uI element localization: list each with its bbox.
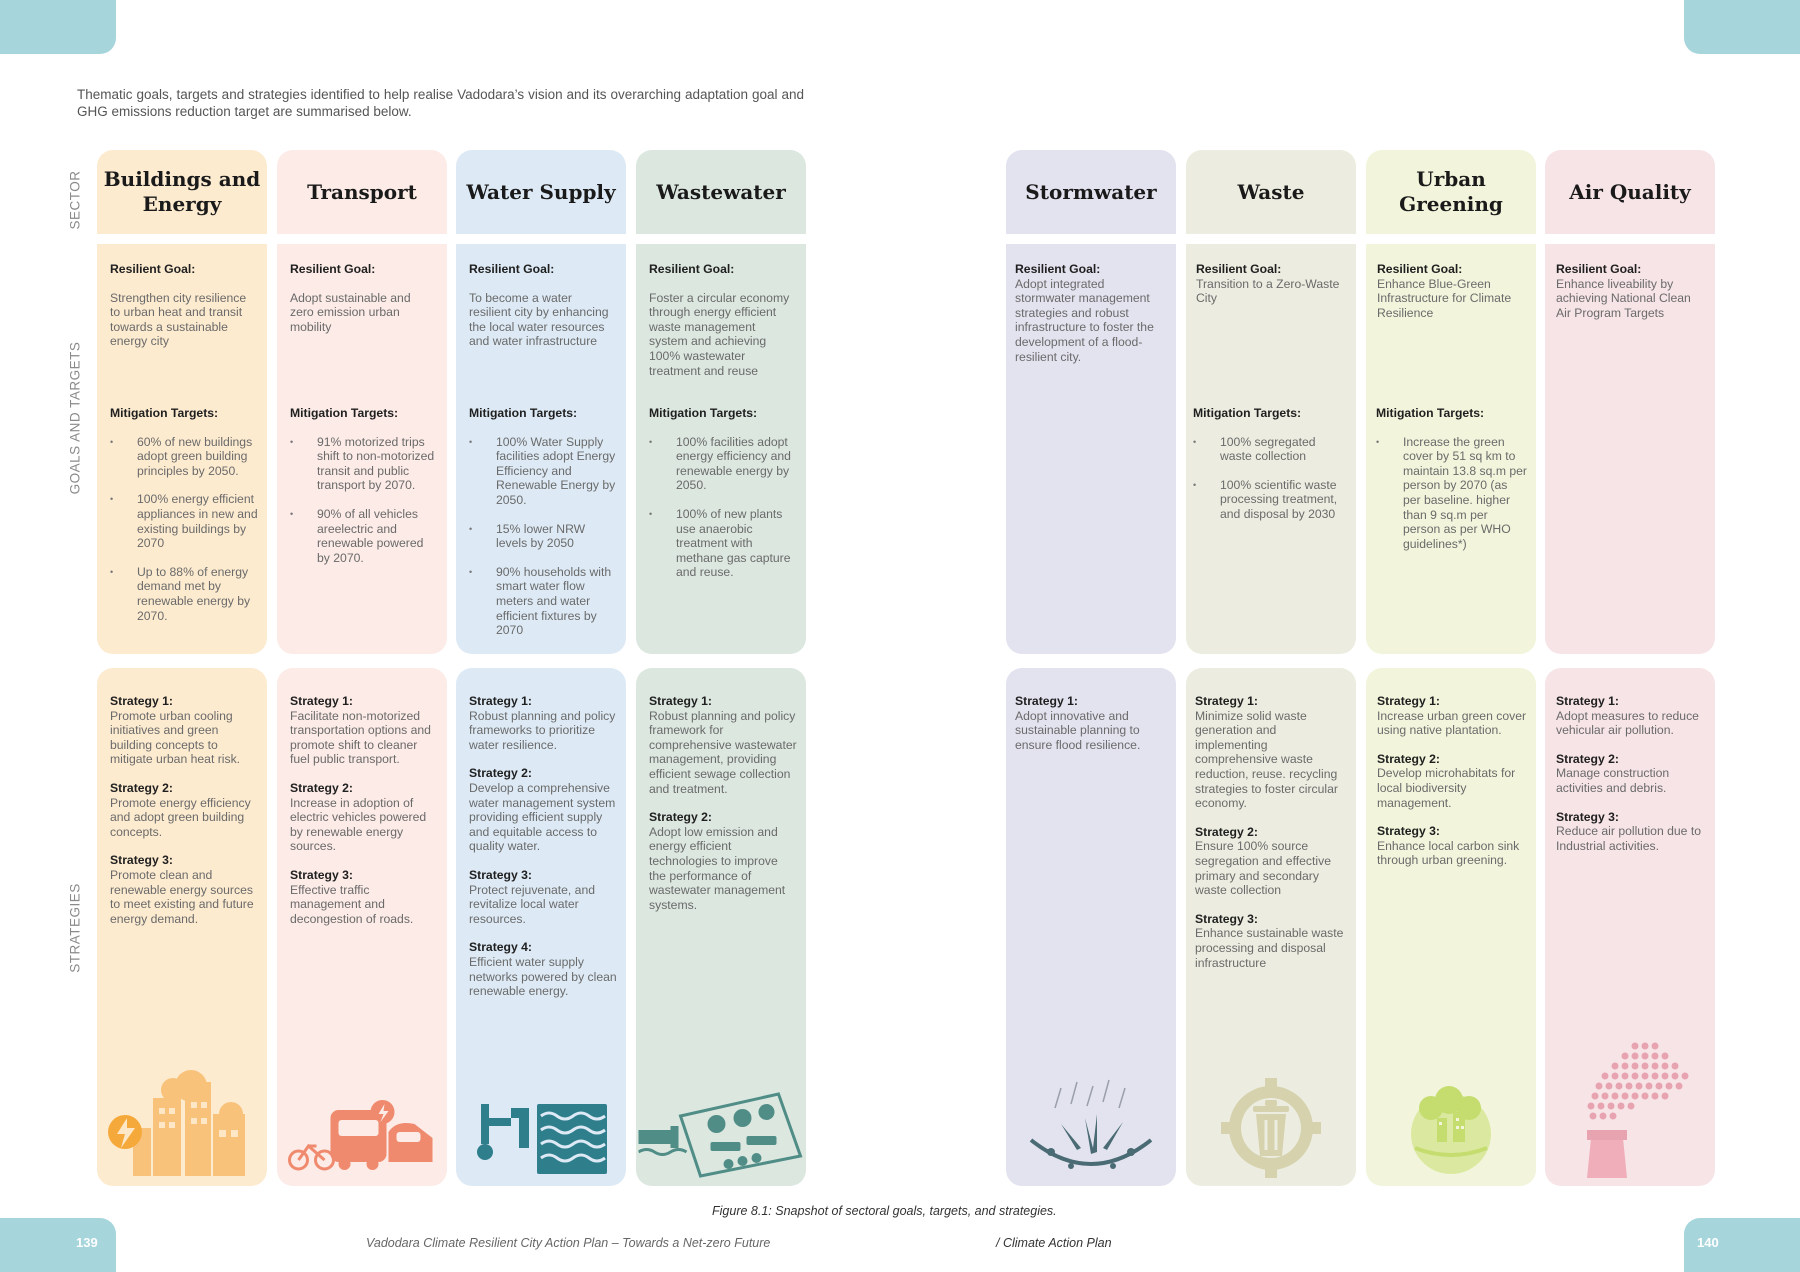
mitigation-targets-label: Mitigation Targets: (110, 406, 219, 420)
strategy-item: Strategy 2: Develop microhabitats for local biodiversity management. (1377, 751, 1516, 810)
mitigation-targets-label: Mitigation Targets: (1376, 406, 1485, 420)
strategy-item: Strategy 3: Effective traffic management and decongestion of roads. (290, 867, 414, 926)
target-item: • 100% scientific waste processing treatment, and disposal by 2030 (1193, 478, 1348, 522)
goals-panel (1006, 244, 1176, 654)
target-item: • 90% households with smart water flow meters and water efficient fixtures by 2070 (469, 565, 618, 638)
mitigation-targets-label: Mitigation Targets: (649, 406, 758, 420)
wastewater-illustration (639, 1086, 804, 1178)
resilient-goal-text: Enhance liveability by achieving National Clean Air Program Targets (1556, 276, 1691, 320)
strategy-item: Strategy 1: Facilitate non-motorized transportation options and promote shift to cleaner fuel public transport. (290, 694, 431, 767)
mitigation-targets (649, 406, 798, 594)
strategy-item: Strategy 2: Ensure 100% source segregation and effective primary and secondary waste collection (1195, 824, 1331, 898)
intro-paragraph: Thematic goals, targets and strategies identified to help realise Vadodara’s vision and its overarching adaptation goal and GHG emissions reduction target are summarised below. (77, 87, 804, 119)
target-item: • 100% of new plants use anaerobic treatment with methane gas capture and reuse. (649, 507, 798, 580)
strategy-item: Strategy 2: Adopt low emission and energy efficient technologies to improve the performance of wastewater management systems. (649, 810, 786, 912)
target-item: • Increase the green cover by 51 sq km to maintain 13.8 sq.m per person by 2070 (as per baseline. higher than 9 sq.m per person as per WHO guidelines*) (1376, 435, 1528, 552)
goals-panel (277, 244, 447, 654)
strategies-panel (1545, 668, 1715, 1186)
strategy-item: Strategy 3: Enhance sustainable waste processing and disposal infrastructure (1195, 911, 1344, 970)
goals-panel (1545, 244, 1715, 654)
row-label-strategies: STRATEGIES (67, 883, 83, 973)
resilient-goal-text: Adopt sustainable and zero emission urban mobility (290, 290, 411, 334)
corner-tab-top-right (1684, 0, 1800, 54)
goals-panel (1366, 244, 1536, 654)
buildings-energy-illustration (107, 1068, 257, 1178)
strategy-item: Strategy 1: Promote urban cooling initiatives and green building concepts to mitigate urban heat risk. (110, 694, 241, 767)
strategies-panel (456, 668, 626, 1186)
strategy-item: Strategy 2: Promote energy efficiency and adopt green building concepts. (110, 780, 251, 839)
strategy-item: Strategy 1: Adopt innovative and sustainable planning to ensure flood resilience. (1015, 694, 1141, 752)
mitigation-targets (290, 406, 439, 579)
goals-panel (1186, 244, 1356, 654)
sector-header: Stormwater (1006, 150, 1176, 234)
target-item: • 100% energy efficient appliances in new and existing buildings by 2070 (110, 492, 259, 550)
mitigation-targets (469, 406, 618, 652)
resilient-goal-label: Resilient Goal: (110, 262, 196, 276)
strategy-item: Strategy 3: Reduce air pollution due to Industrial activities. (1556, 809, 1701, 853)
row-label-goals: GOALS AND TARGETS (67, 341, 83, 495)
resilient-goal-text: Transition to a Zero-Waste City (1196, 276, 1340, 306)
strategies-panel (1186, 668, 1356, 1186)
goals-panel (456, 244, 626, 654)
strategies-panel (1006, 668, 1176, 1186)
target-item: • 15% lower NRW levels by 2050 (469, 522, 618, 551)
resilient-goal-text: To become a water resilient city by enhancing the local water resources and water infrastructure (469, 290, 609, 349)
urban-greening-illustration (1401, 1078, 1501, 1178)
target-item: • 90% of all vehicles areelectric and renewable powered by 2070. (290, 507, 439, 565)
air-quality-illustration (1565, 1038, 1695, 1178)
figure-caption: Figure 8.1: Snapshot of sectoral goals, targets, and strategies. (712, 1204, 1057, 1218)
corner-tab-bottom-left (0, 1218, 116, 1272)
resilient-goal-label: Resilient Goal: (1196, 262, 1282, 276)
mitigation-targets (1376, 406, 1528, 565)
resilient-goal-label: Resilient Goal: (290, 262, 376, 276)
corner-tab-top-left (0, 0, 116, 54)
resilient-goal-text: Strengthen city resilience to urban heat and transit towards a sustainable energy city (110, 290, 247, 349)
target-item: • Up to 88% of energy demand met by renewable energy by 2070. (110, 565, 259, 623)
target-item: • 100% segregated waste collection (1193, 435, 1348, 464)
strategy-item: Strategy 3: Protect rejuvenate, and revitalize local water resources. (469, 867, 596, 926)
strategies-panel (1366, 668, 1536, 1186)
goals-panel (97, 244, 267, 654)
water-supply-illustration (471, 1098, 611, 1178)
strategies-panel (97, 668, 267, 1186)
target-item: • 91% motorized trips shift to non-motorized transit and public transport by 2070. (290, 435, 439, 493)
strategies-panel (277, 668, 447, 1186)
strategy-item: Strategy 2: Increase in adoption of electric vehicles powered by renewable energy sources. (290, 780, 427, 854)
row-label-sector: SECTOR (67, 170, 83, 230)
mitigation-targets-label: Mitigation Targets: (290, 406, 399, 420)
resilient-goal-label: Resilient Goal: (649, 262, 735, 276)
sector-header: Waste (1186, 150, 1356, 234)
sector-header: Water Supply (456, 150, 626, 234)
sector-header: Transport (277, 150, 447, 234)
strategies-panel (636, 668, 806, 1186)
strategy-item: Strategy 2: Manage construction activities and debris. (1556, 751, 1670, 795)
strategy-item: Strategy 1: Adopt measures to reduce vehicular air pollution. (1556, 694, 1699, 738)
goals-panel (636, 244, 806, 654)
resilient-goal-label: Resilient Goal: (469, 262, 555, 276)
resilient-goal-label: Resilient Goal: (1556, 262, 1642, 276)
page-number-left: 139 (76, 1235, 98, 1250)
strategy-item: Strategy 2: Develop a comprehensive water management system providing efficient supply and equitable access to quality water. (469, 766, 616, 854)
page-number-right: 140 (1697, 1235, 1719, 1250)
resilient-goal-label: Resilient Goal: (1015, 262, 1101, 276)
strategy-item: Strategy 1: Increase urban green cover using native plantation. (1377, 694, 1527, 738)
mitigation-targets-label: Mitigation Targets: (469, 406, 578, 420)
transport-illustration (285, 1098, 440, 1178)
strategy-item: Strategy 1: Robust planning and policy framework for comprehensive wastewater management, providing efficient sewage collection and treatment. (649, 694, 797, 796)
stormwater-illustration (1021, 1078, 1161, 1178)
sector-header: Air Quality (1545, 150, 1715, 234)
strategy-item: Strategy 3: Promote clean and renewable energy sources to meet existing and future energy demand. (110, 853, 254, 926)
strategy-item: Strategy 4: Efficient water supply networks powered by clean renewable energy. (469, 940, 617, 999)
sector-header: Wastewater (636, 150, 806, 234)
resilient-goal-label: Resilient Goal: (1377, 262, 1463, 276)
footer-section-title: / Climate Action Plan (996, 1236, 1112, 1250)
target-item: • 100% facilities adopt energy efficiency and renewable energy by 2050. (649, 435, 798, 493)
mitigation-targets (1193, 406, 1348, 536)
resilient-goal-text: Foster a circular economy through energy efficient waste management system and achieving 100% wastewater treatment and reuse (649, 290, 790, 378)
strategy-item: Strategy 1: Robust planning and policy frameworks to prioritize water resilience. (469, 694, 616, 752)
target-item: • 100% Water Supply facilities adopt Energy Efficiency and Renewable Energy by 2050. (469, 435, 618, 508)
mitigation-targets (110, 406, 259, 637)
mitigation-targets-label: Mitigation Targets: (1193, 406, 1302, 420)
sector-header: Urban Greening (1366, 150, 1536, 234)
footer-document-title: Vadodara Climate Resilient City Action Plan – Towards a Net-zero Future (366, 1236, 771, 1250)
sector-header: Buildings and Energy (97, 150, 267, 234)
target-item: • 60% of new buildings adopt green building principles by 2050. (110, 435, 259, 479)
strategy-item: Strategy 1: Minimize solid waste generation and implementing comprehensive waste reduction, reuse. recycling strategies to foster circular economy. (1195, 694, 1338, 811)
resilient-goal-text: Adopt integrated stormwater management strategies and robust infrastructure to foster the development of a flood-resilient city. (1015, 276, 1154, 364)
waste-illustration (1221, 1078, 1321, 1178)
strategy-item: Strategy 3: Enhance local carbon sink through urban greening. (1377, 824, 1520, 868)
resilient-goal-text: Enhance Blue-Green Infrastructure for Climate Resilience (1377, 276, 1512, 320)
